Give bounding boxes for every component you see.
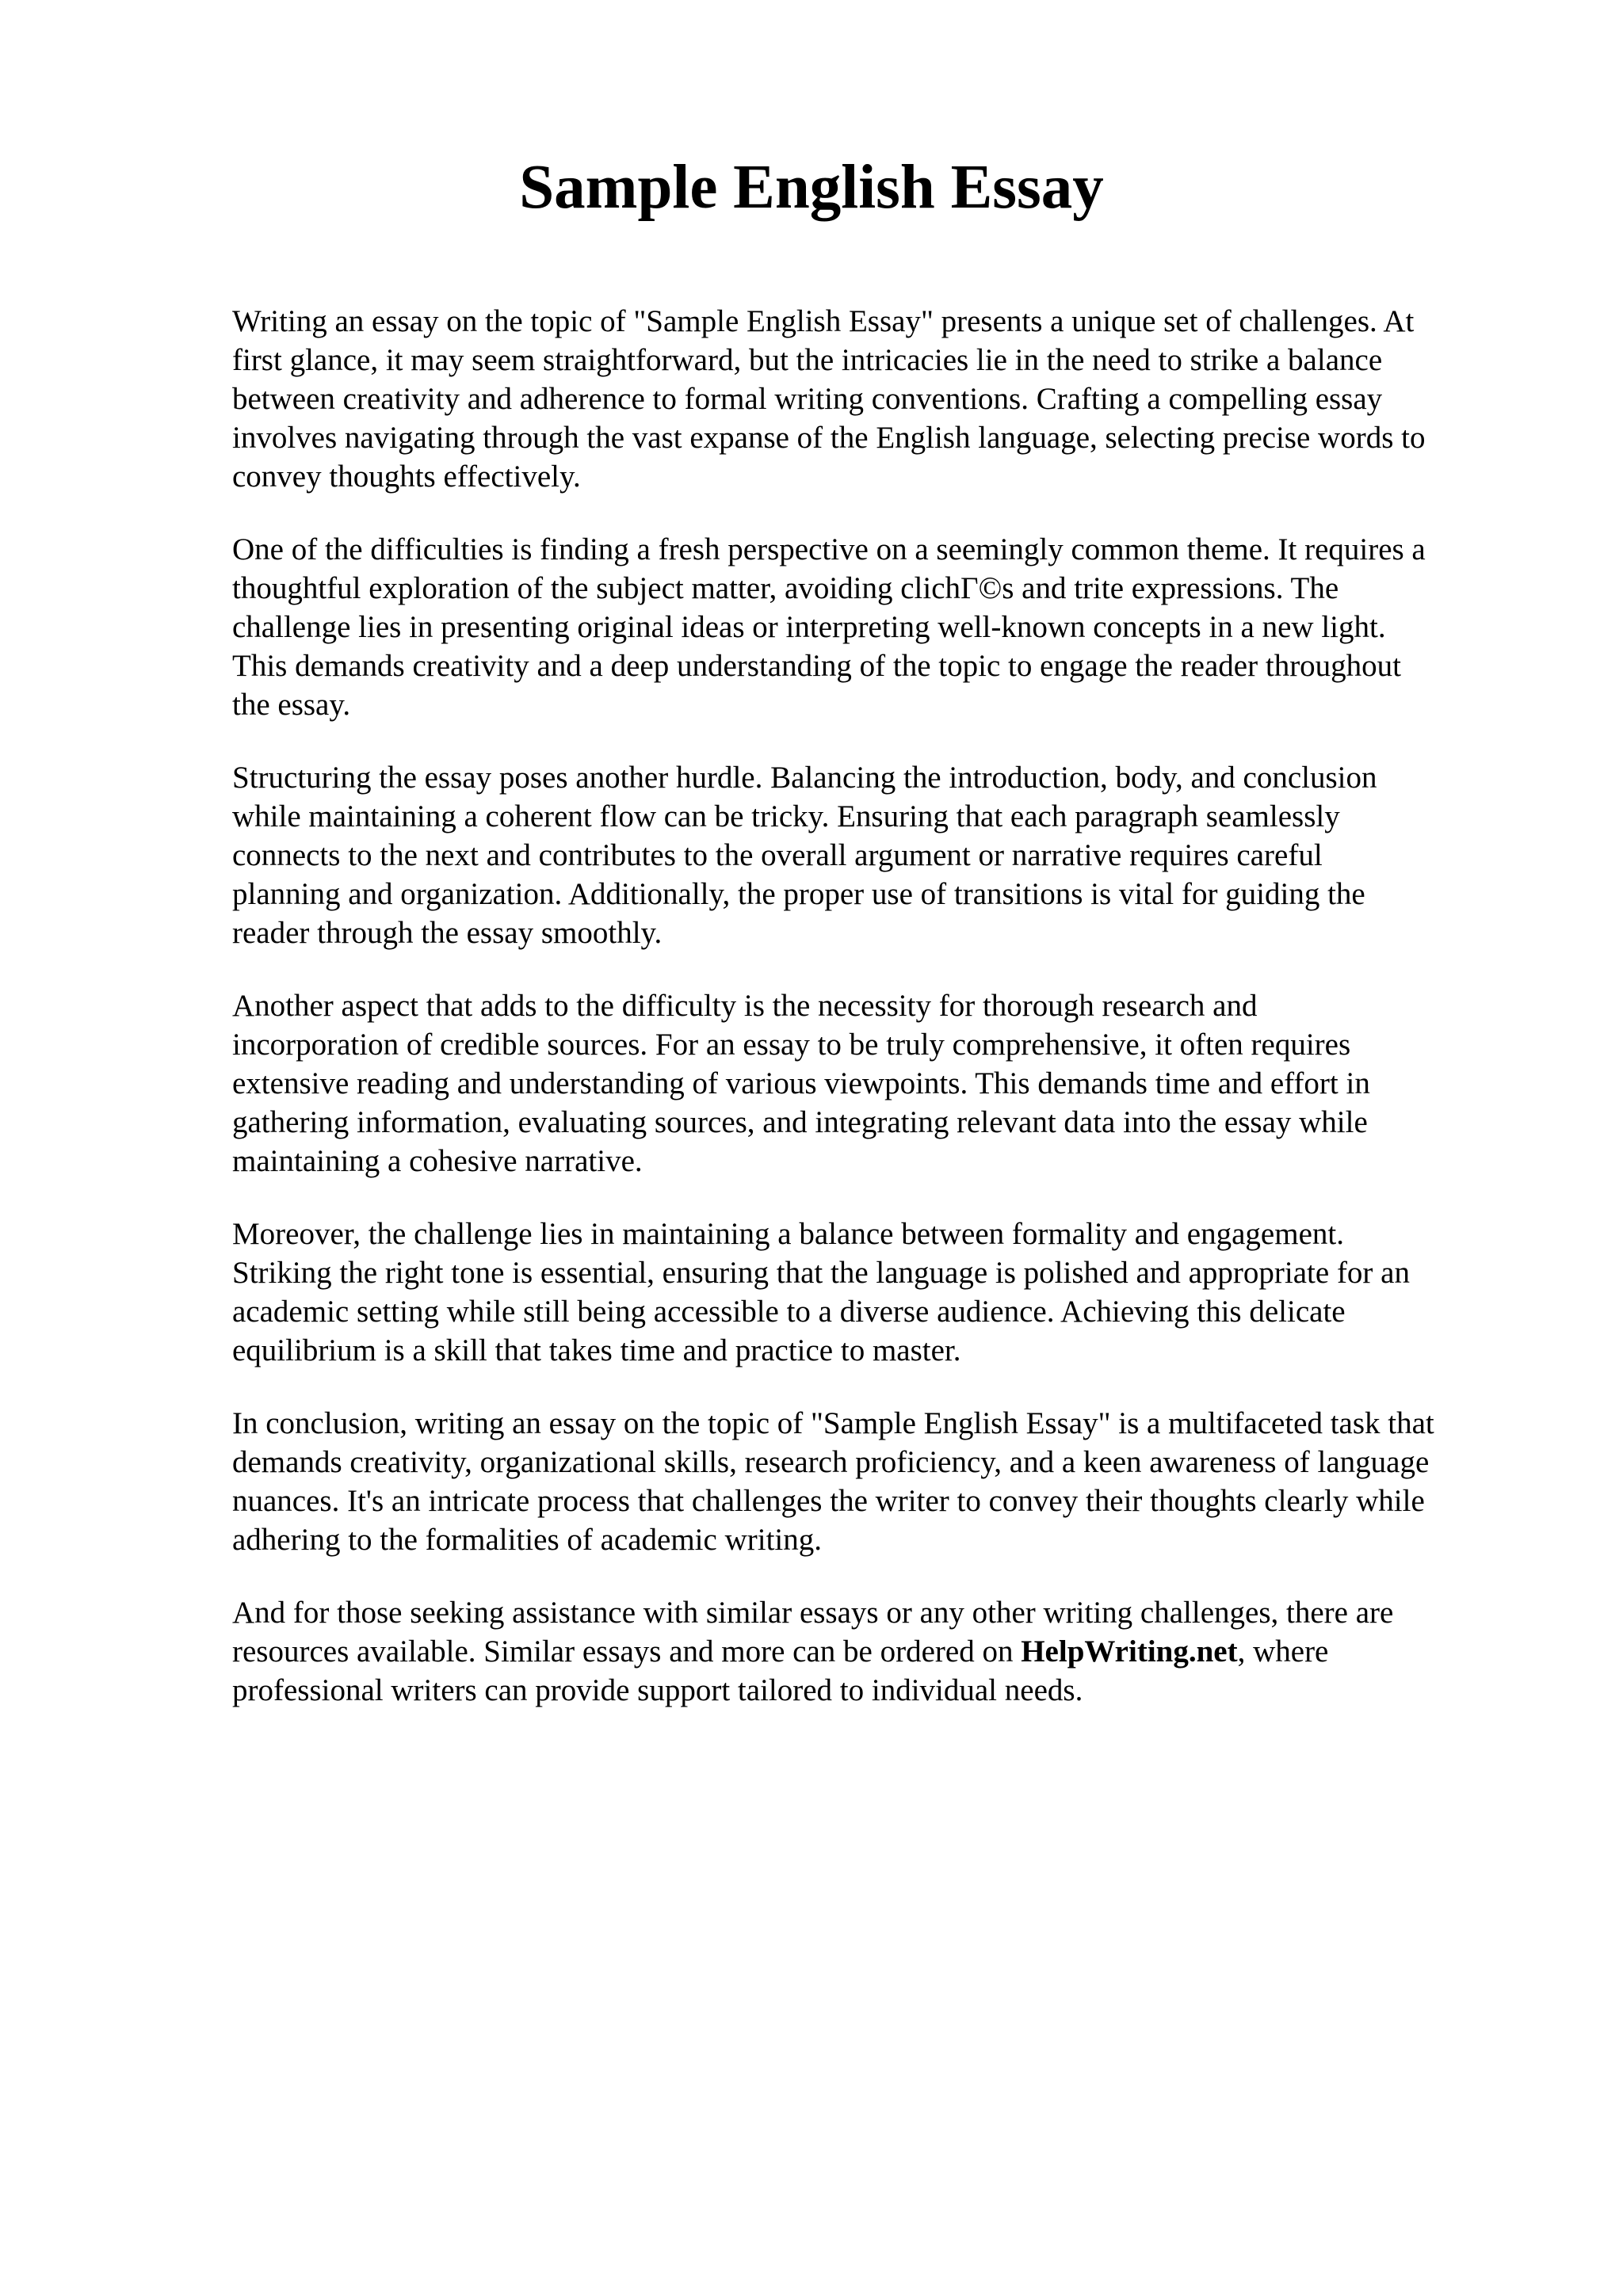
closing-text-after-link: , where bbox=[1237, 1634, 1329, 1669]
closing-text-before-link: resources available. Similar essays and more can be ordered on bbox=[232, 1634, 1022, 1669]
paragraph-line: incorporation of credible sources. For an essay to be truly comprehensive, it often requires bbox=[232, 1028, 1351, 1062]
paragraph-line: academic setting while still being accessible to a diverse audience. Achieving this delicate bbox=[232, 1295, 1346, 1329]
paragraph-line: challenge lies in presenting original ideas or interpreting well-known concepts in a new light. bbox=[232, 610, 1386, 644]
paragraph-line: Writing an essay on the topic of "Sample English Essay" presents a unique set of challenges. At bbox=[232, 304, 1415, 338]
paragraph-line: while maintaining a coherent flow can be tricky. Ensuring that each paragraph seamlessly bbox=[232, 799, 1340, 833]
helpwriting-link[interactable]: HelpWriting.net bbox=[1021, 1634, 1238, 1669]
paragraph-5 bbox=[232, 1215, 1516, 1370]
paragraph-line: gathering information, evaluating sources, and integrating relevant data into the essay while bbox=[232, 1105, 1368, 1139]
paragraph-line: involves navigating through the vast expanse of the English language, selecting precise words to bbox=[232, 421, 1426, 455]
paragraph-line: professional writers can provide support tailored to individual needs. bbox=[232, 1673, 1083, 1707]
paragraph-line: thoughtful exploration of the subject matter, avoiding clichГ©s and trite expressions. The bbox=[232, 571, 1339, 605]
paragraph-line: In conclusion, writing an essay on the topic of "Sample English Essay" is a multifaceted task that bbox=[232, 1406, 1434, 1440]
paragraph-line: And for those seeking assistance with similar essays or any other writing challenges, there are bbox=[232, 1596, 1394, 1630]
paragraph-line: nuances. It's an intricate process that challenges the writer to convey their thoughts clearly while bbox=[232, 1484, 1425, 1518]
paragraph-line: One of the difficulties is finding a fresh perspective on a seemingly common theme. It requires a bbox=[232, 532, 1426, 566]
paragraph-line: reader through the essay smoothly. bbox=[232, 916, 663, 950]
paragraph-line: convey thoughts effectively. bbox=[232, 460, 581, 494]
paragraph-line: extensive reading and understanding of various viewpoints. This demands time and effort in bbox=[232, 1066, 1370, 1100]
paragraph-line: connects to the next and contributes to the overall argument or narrative requires careful bbox=[232, 838, 1323, 872]
paragraph-1 bbox=[232, 302, 1516, 496]
paragraph-line bbox=[232, 1632, 1516, 1671]
paragraph-line: Striking the right tone is essential, ensuring that the language is polished and appropriate for an bbox=[232, 1256, 1410, 1290]
paragraph-line: first glance, it may seem straightforward, but the intricacies lie in the need to strike a balance bbox=[232, 343, 1383, 377]
paragraph-line: This demands creativity and a deep understanding of the topic to engage the reader throughout bbox=[232, 649, 1402, 683]
closing-paragraph bbox=[232, 1593, 1516, 1710]
paragraph-2 bbox=[232, 530, 1516, 724]
paragraph-line: equilibrium is a skill that takes time and practice to master. bbox=[232, 1333, 961, 1367]
paragraph-3 bbox=[232, 758, 1516, 952]
paragraph-line: Another aspect that adds to the difficulty is the necessity for thorough research and bbox=[232, 989, 1258, 1023]
essay-body bbox=[232, 302, 1516, 1744]
paragraph-line: Structuring the essay poses another hurdle. Balancing the introduction, body, and conclusion bbox=[232, 761, 1377, 795]
paragraph-line: the essay. bbox=[232, 688, 351, 722]
paragraph-line: planning and organization. Additionally, the proper use of transitions is vital for guiding the bbox=[232, 877, 1365, 911]
paragraph-line: between creativity and adherence to formal writing conventions. Crafting a compelling essay bbox=[232, 382, 1383, 416]
paragraph-4 bbox=[232, 986, 1516, 1180]
paragraph-line: adhering to the formalities of academic writing. bbox=[232, 1523, 822, 1557]
paragraph-6 bbox=[232, 1404, 1516, 1559]
paragraph-line: demands creativity, organizational skills, research proficiency, and a keen awareness of language bbox=[232, 1445, 1430, 1479]
paragraph-line: maintaining a cohesive narrative. bbox=[232, 1144, 643, 1178]
document-title: Sample English Essay bbox=[519, 153, 1104, 222]
paragraph-line: Moreover, the challenge lies in maintaining a balance between formality and engagement. bbox=[232, 1217, 1344, 1251]
